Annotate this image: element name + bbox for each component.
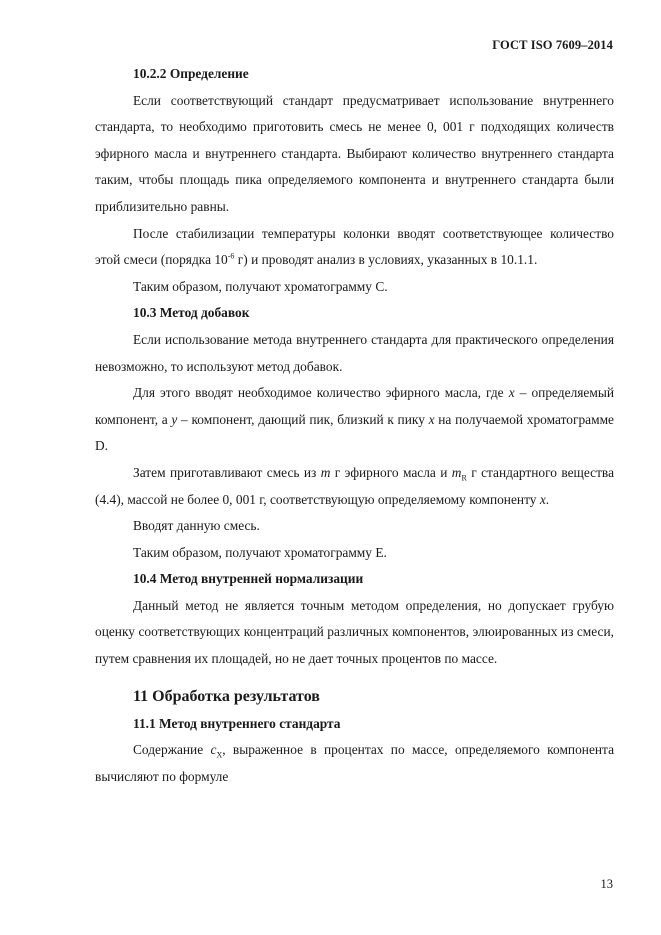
text-run: После стабилизации температуры колонки вводят соответствующее количество этой смеси (порядка 10 xyxy=(95,225,614,268)
text-run: Для этого вводят необходимое количество эфирного масла, где xyxy=(133,385,509,401)
paragraph: Данный метод не является точным методом определения, но допускает грубую оценку соответствующих концентраций различных компонентов, элюированных из смеси, путем сравнения их площадей, но не дает точных процентов по массе. xyxy=(95,597,614,667)
text-run: Содержание xyxy=(133,742,211,758)
subscript: X xyxy=(216,750,223,760)
variable-x: x xyxy=(428,411,435,427)
paragraph: Таким образом, получают хроматограмму С. xyxy=(133,278,388,294)
document-body xyxy=(95,61,614,790)
text-run: г) и проводят анализ в условиях, указанных в 10.1.1. xyxy=(234,252,538,268)
section-heading-11: 11 Обработка результатов xyxy=(133,687,320,705)
paragraph: Вводят данную смесь. xyxy=(133,518,260,534)
paragraph: Если соответствующий стандарт предусматривает использование внутреннего стандарта, то необходимо приготовить смесь не менее 0, 001 г подходящих количеств эфирного масла и внутреннего стандарта. Выбирают количество внутреннего стандарта таким, чтобы площадь пика определяемого компонента и внутреннего стандарта были приблизительно равны. xyxy=(95,92,614,214)
variable-m: m xyxy=(320,464,331,480)
paragraph: Если использование метода внутреннего стандарта для практического определения невозможно, то используют метод добавок. xyxy=(95,331,614,374)
text-run: , выраженное в процентах по массе, определяемого компонента вычисляют по формуле xyxy=(95,742,615,784)
text-run: на получаемой хроматограмме D. xyxy=(95,411,614,454)
section-heading-10-3: 10.3 Метод добавок xyxy=(133,305,250,321)
section-heading-10-2-2: 10.2.2 Определение xyxy=(133,66,249,81)
text-run: г стандартного вещества (4.4), массой не более 0, 001 г, соответствующую определяемому компоненту xyxy=(95,464,615,507)
variable-mR: m xyxy=(451,464,462,480)
paragraph xyxy=(95,221,614,274)
document-header: ГОСТ ISO 7609–2014 xyxy=(492,38,613,52)
variable-x: x xyxy=(539,491,546,507)
variable-x: x xyxy=(508,385,515,401)
subscript: R xyxy=(461,473,467,483)
text-run: . xyxy=(545,491,550,507)
variable-y: y xyxy=(171,411,178,427)
section-heading-10-4: 10.4 Метод внутренней нормализации xyxy=(133,571,364,587)
text-run: г эфирного масла и xyxy=(330,464,452,480)
text-run: – компонент, дающий пик, близкий к пику xyxy=(177,411,429,427)
paragraph xyxy=(95,380,614,460)
superscript: -6 xyxy=(227,251,235,261)
text-run: Затем приготавливают смесь из xyxy=(133,464,321,480)
page-number: 13 xyxy=(600,877,613,891)
paragraph xyxy=(95,460,614,513)
variable-c: c xyxy=(210,742,217,758)
text-run: – определяемый компонент, а xyxy=(95,385,614,427)
paragraph: Таким образом, получают хроматограмму Е. xyxy=(133,544,387,560)
paragraph xyxy=(95,737,614,790)
section-heading-11-1: 11.1 Метод внутреннего стандарта xyxy=(133,715,341,731)
